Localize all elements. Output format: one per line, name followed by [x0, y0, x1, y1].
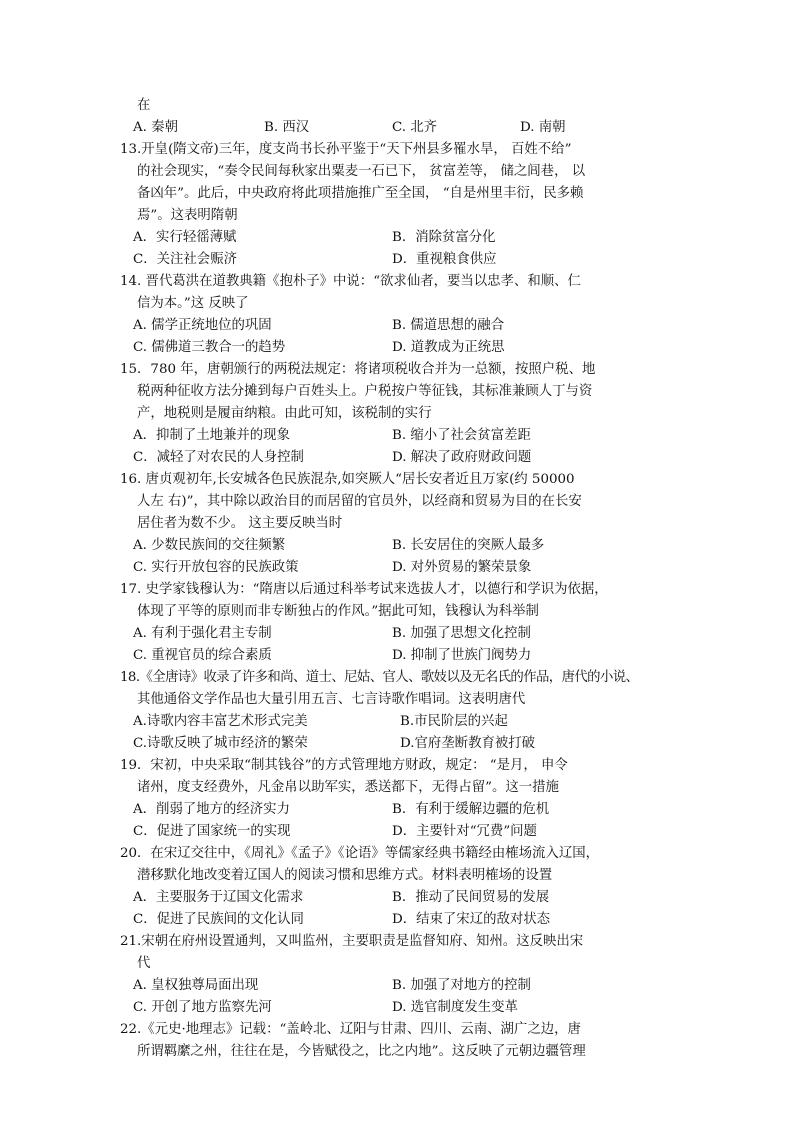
option-d: D. 解决了政府财政问题 [392, 450, 532, 465]
option-d: D. 抑制了世族门阀势力 [392, 648, 532, 663]
question-15-line: 15．780 年，唐朝颁行的两税法规定：将诸项税收合并为一总额，按照户税、地 [120, 362, 596, 377]
option-b: B．消除贫富分化 [392, 230, 496, 245]
question-19-line: 诸州，度支经费外，凡金帛以助军实，悉送都下，无得占留”。这一措施 [137, 780, 559, 795]
question-continuation [0, 94, 794, 118]
option-b: B. 儒道思想的融合 [392, 318, 505, 333]
option-a: A. 有利于强化君主专制 [133, 626, 272, 641]
option-a: A．抑制了土地兼并的现象 [133, 428, 290, 443]
question-17-line: 17. 史学家钱穆认为：“隋唐以后通过科举考试来选拔人才，以德行和学识为依据， [120, 582, 608, 597]
option-b: B.市民阶层的兴起 [400, 714, 508, 729]
question-22-line: 所谓羁縻之州，往往在是，今皆赋役之，比之内地”。这反映了元朝边疆管理 [137, 1044, 586, 1059]
option-a: A. 皇权独尊局面出现 [133, 978, 259, 993]
option-b: B. 加强了思想文化控制 [392, 626, 531, 641]
option-row [0, 424, 794, 448]
option-row [0, 886, 794, 910]
option-b: B. 西汉 [264, 120, 310, 135]
option-b: B. 缩小了社会贫富差距 [392, 428, 531, 443]
option-row [0, 556, 794, 580]
option-c: C. 儒佛道三教合一的趋势 [133, 340, 286, 355]
question-19-line: 19．宋初，中央采取“制其钱谷”的方式管理地方财政，规定： “是月， 申令 [120, 758, 568, 773]
option-d: D．结束了宋辽的敌对状态 [392, 912, 551, 927]
question-13-line: 备凶年”。此后，中央政府将此项措施推广至全国， “自是州里丰衍，民多赖 [137, 186, 584, 201]
option-row [0, 974, 794, 998]
option-row [0, 732, 794, 756]
option-c: C. 重视官员的综合素质 [133, 648, 272, 663]
option-c: C.诗歌反映了城市经济的繁荣 [133, 736, 308, 751]
option-c: C．促进了民族间的文化认同 [133, 912, 304, 927]
option-row [0, 644, 794, 668]
option-row [0, 534, 794, 558]
option-row [0, 336, 794, 360]
option-row [0, 908, 794, 932]
option-d: D.官府垄断教育被打破 [400, 736, 536, 751]
option-d: D. 对外贸易的繁荣景象 [392, 560, 532, 575]
option-row [0, 116, 794, 140]
option-b: B．有利于缓解边疆的危机 [392, 802, 550, 817]
question-13-line: 13.开皇(隋文帝)三年，度支尚书长孙平鉴于“天下州县多罹水旱， 百姓不给” [120, 142, 572, 157]
question-21-line: 21.宋朝在府州设置通判，又叫监州，主要职责是监督知府、知州。这反映出宋 [120, 934, 584, 949]
option-row [0, 820, 794, 844]
question-15-line: 产，地税则是履亩纳粮。由此可知，该税制的实行 [137, 406, 432, 421]
option-c: C. 开创了地方监察先河 [133, 1000, 272, 1015]
option-a: A. 儒学正统地位的巩固 [133, 318, 272, 333]
question-20-line: 潜移默化地改变着辽国人的阅读习惯和思维方式。材料表明榷场的设置 [137, 868, 553, 883]
option-row [0, 622, 794, 646]
question-17-line: 体现了平等的原则而非专断独占的作风。”据此可知，钱穆认为科举制 [137, 604, 539, 619]
option-c: C. 北齐 [392, 120, 438, 135]
option-d: D．重视粮食供应 [392, 252, 497, 267]
option-b: B. 长安居住的突厥人最多 [392, 538, 545, 553]
question-13-line: 焉”。这表明隋朝 [137, 208, 238, 223]
question-text: 在 [137, 98, 151, 113]
option-row [0, 996, 794, 1020]
question-22-line: 22.《元史·地理志》记载：“盖岭北、辽阳与甘肃、四川、云南、湖广之边，唐 [120, 1022, 581, 1037]
option-a: A. 少数民族间的交往频繁 [133, 538, 286, 553]
question-18-line: 18.《全唐诗》收录了许多和尚、道士、尼姑、官人、歌妓以及无名氏的作品，唐代的小说、 [120, 670, 639, 685]
question-16-line: 居住者为数不少。 这主要反映当时 [137, 516, 343, 531]
option-b: B. 加强了对地方的控制 [392, 978, 531, 993]
option-row [0, 226, 794, 250]
option-row [0, 798, 794, 822]
option-a: A. 秦朝 [133, 120, 178, 135]
question-20-line: 20．在宋辽交往中，《周礼》《孟子》《论语》等儒家经典书籍经由榷场流入辽国， [120, 846, 599, 861]
question-16-line: 人左 右)”，其中除以政治目的而居留的官员外，以经商和贸易为目的在长安 [137, 494, 582, 509]
question-18-line: 其他通俗文学作品也大量引用五言、七言诗歌作唱词。这表明唐代 [137, 692, 526, 707]
option-row [0, 710, 794, 734]
option-a: A.诗歌内容丰富艺术形式完美 [133, 714, 308, 729]
option-b: B．推动了民间贸易的发展 [392, 890, 550, 905]
option-a: A．实行轻徭薄赋 [133, 230, 237, 245]
option-c: C. 实行开放包容的民族政策 [133, 560, 299, 575]
question-16-line: 16. 唐贞观初年,长安城各色民族混杂,如突厥人“居长安者近且万家(约 50000 [120, 472, 575, 487]
option-c: C．关注社会赈济 [133, 252, 237, 267]
option-d: D．主要针对“冗费”问题 [392, 824, 537, 839]
option-c: C．促进了国家统一的实现 [133, 824, 291, 839]
option-row [0, 248, 794, 272]
option-row [0, 446, 794, 470]
option-d: D. 道教成为正统思 [392, 340, 505, 355]
question-14-line: 14. 晋代葛洪在道教典籍《抱朴子》中说：“欲求仙者，要当以忠孝、和顺、仁 [120, 274, 581, 289]
question-13-line: 的社会现实，“奏令民间每秋家出粟麦一石已下， 贫富差等， 储之闾巷， 以 [137, 164, 586, 179]
option-a: A．主要服务于辽国文化需求 [133, 890, 304, 905]
option-d: D. 南朝 [520, 120, 566, 135]
question-21-line: 代 [137, 956, 151, 971]
option-a: A．削弱了地方的经济实力 [133, 802, 290, 817]
option-row [0, 314, 794, 338]
option-c: C．减轻了对农民的人身控制 [133, 450, 304, 465]
option-d: D. 选官制度发生变革 [392, 1000, 518, 1015]
question-14-line: 信为本。”这 反映了 [137, 296, 249, 311]
question-15-line: 税两种征收方法分摊到每户百姓头上。户税按户等征钱，其标准兼顾人丁与资 [137, 384, 593, 399]
